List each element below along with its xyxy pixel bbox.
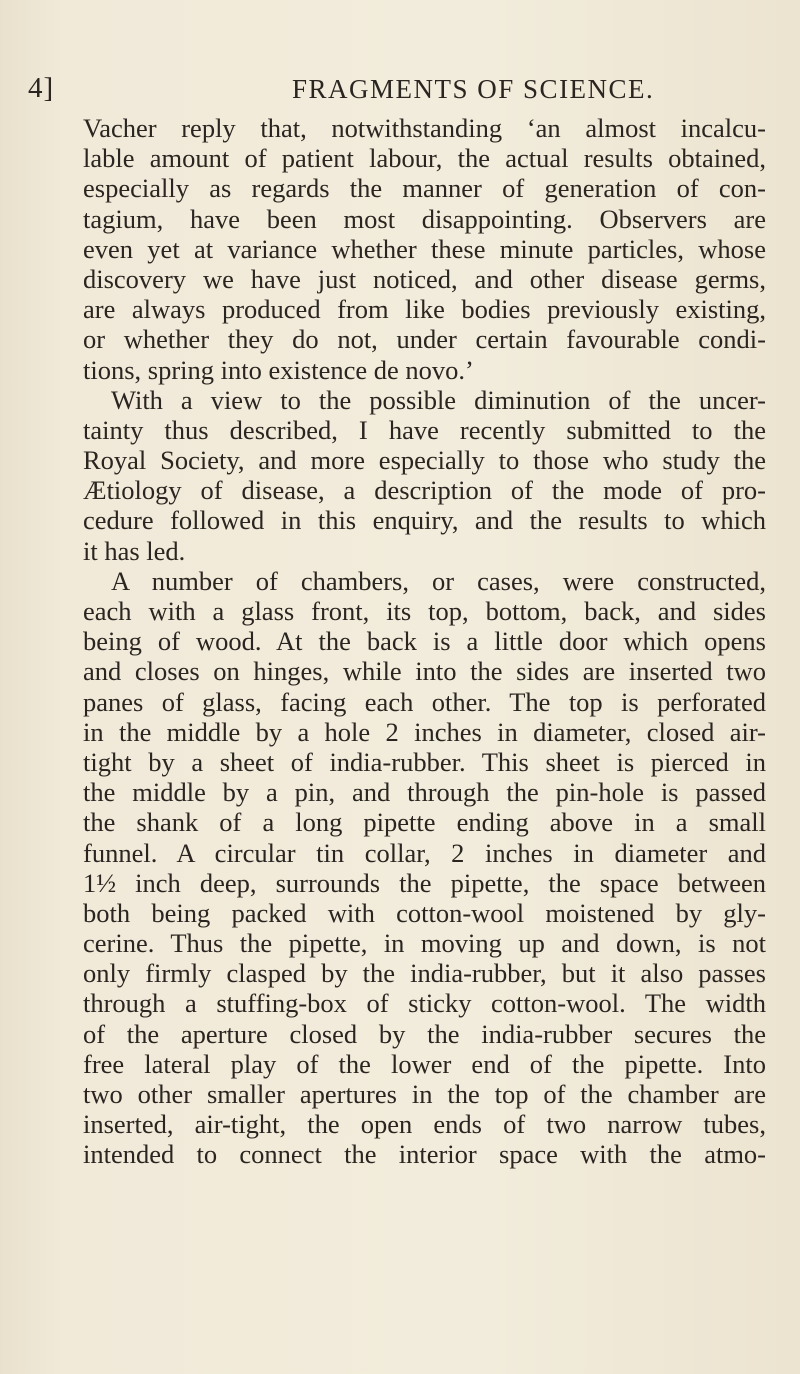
- text-line: especially as regards the manner of generation of con-: [83, 173, 766, 204]
- text-line: cerine. Thus the pipette, in moving up and down, is not: [83, 928, 766, 959]
- text-line: Vacher reply that, notwithstanding ‘an almost incalcu-: [83, 113, 766, 143]
- text-line: or whether they do not, under certain favourable condi-: [83, 324, 766, 355]
- text-line: being of wood. At the back is a little door which opens: [83, 626, 766, 657]
- running-title: FRAGMENTS OF SCIENCE.: [292, 74, 655, 104]
- text-line: tions, spring into existence de novo.’: [83, 354, 474, 385]
- body-text: [83, 113, 766, 1170]
- text-line: each with a glass front, its top, bottom, back, and sides: [83, 596, 766, 626]
- text-line: Royal Society, and more especially to those who study the: [83, 445, 766, 476]
- text-line: inserted, air-tight, the open ends of two narrow tubes,: [83, 1109, 766, 1140]
- text-line: it has led.: [83, 535, 186, 566]
- text-line: through a stuffing-box of sticky cotton-wool. The width: [83, 988, 766, 1019]
- text-line: only firmly clasped by the india-rubber, but it also passes: [83, 958, 766, 989]
- text-line: are always produced from like bodies previously existing,: [83, 294, 766, 325]
- text-line: two other smaller apertures in the top of the chamber are: [83, 1079, 766, 1109]
- text-line: of the aperture closed by the india-rubber secures the: [83, 1018, 766, 1049]
- text-line: tainty thus described, I have recently submitted to the: [83, 414, 766, 445]
- text-line: 1½ inch deep, surrounds the pipette, the space between: [83, 867, 766, 898]
- text-line: panes of glass, facing each other. The top is perforated: [83, 686, 766, 717]
- text-line: free lateral play of the lower end of the pipette. Into: [83, 1048, 766, 1079]
- text-line: the shank of a long pipette ending above in a small: [83, 807, 766, 838]
- text-line: A number of chambers, or cases, were constructed,: [111, 565, 766, 596]
- text-line: and closes on hinges, while into the sides are inserted two: [83, 656, 766, 687]
- text-line: tagium, have been most disappointing. Observers are: [83, 203, 766, 234]
- page-header: [28, 72, 760, 112]
- text-line: intended to connect the interior space with the atmo-: [83, 1139, 766, 1170]
- text-line: tight by a sheet of india-rubber. This sheet is pierced in: [83, 746, 766, 777]
- text-line: cedure followed in this enquiry, and the results to which: [83, 505, 766, 536]
- text-line: in the middle by a hole 2 inches in diameter, closed air-: [83, 716, 766, 747]
- text-line: the middle by a pin, and through the pin-hole is passed: [83, 777, 766, 808]
- text-line: lable amount of patient labour, the actual results obtained,: [83, 143, 766, 174]
- page-number: 4]: [28, 72, 55, 104]
- text-line: both being packed with cotton-wool moistened by gly-: [83, 897, 766, 928]
- text-line: even yet at variance whether these minute particles, whose: [83, 233, 766, 264]
- text-line: discovery we have just noticed, and other disease germs,: [83, 263, 766, 294]
- text-line: With a view to the possible diminution of the uncer-: [111, 384, 766, 415]
- text-line: funnel. A circular tin collar, 2 inches in diameter and: [83, 837, 766, 868]
- text-line: Ætiology of disease, a description of the mode of pro-: [83, 475, 766, 506]
